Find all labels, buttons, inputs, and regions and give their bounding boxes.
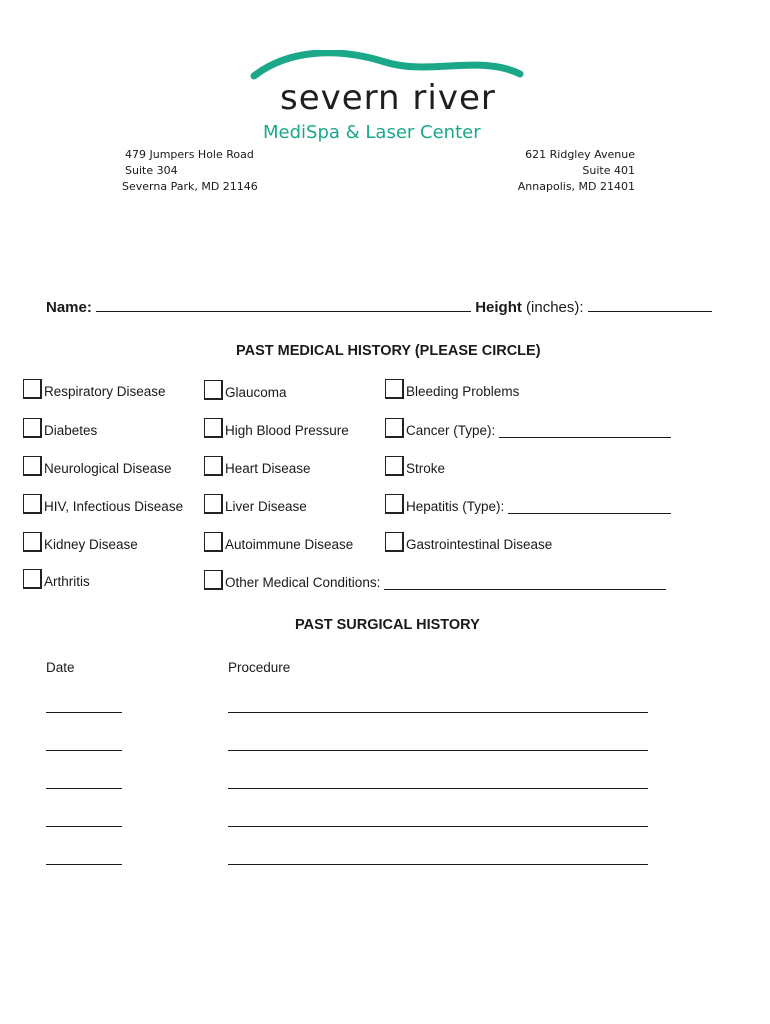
condition-label: Heart Disease <box>225 461 311 476</box>
condition-label: Diabetes <box>44 423 98 438</box>
checkbox[interactable] <box>385 418 404 438</box>
condition-option[interactable] <box>385 456 445 476</box>
condition-label: Other Medical Conditions: <box>225 575 381 590</box>
clinic-logo <box>250 50 525 145</box>
address-line: 621 Ridgley Avenue <box>525 148 635 161</box>
checkbox[interactable] <box>23 494 42 514</box>
height-field[interactable] <box>588 298 712 312</box>
checkbox[interactable] <box>204 570 223 590</box>
condition-label: Bleeding Problems <box>406 384 520 399</box>
condition-label: Kidney Disease <box>44 537 138 552</box>
surgery-procedure-field[interactable] <box>228 826 648 827</box>
condition-label: Hepatitis (Type): <box>406 499 505 514</box>
address-severna-park <box>122 147 258 195</box>
height-label: Height <box>475 299 522 316</box>
checkbox[interactable] <box>23 569 42 589</box>
procedure-column-label: Procedure <box>228 660 291 675</box>
condition-label: Neurological Disease <box>44 461 172 476</box>
checkbox[interactable] <box>204 494 223 514</box>
checkbox[interactable] <box>385 456 404 476</box>
checkbox[interactable] <box>204 418 223 438</box>
condition-label: Arthritis <box>44 574 90 589</box>
condition-label: Gastrointestinal Disease <box>406 537 553 552</box>
condition-option[interactable] <box>204 532 353 552</box>
surgery-date-field[interactable] <box>46 864 122 865</box>
condition-option[interactable] <box>385 379 519 399</box>
checkbox[interactable] <box>23 418 42 438</box>
checkbox[interactable] <box>204 380 223 400</box>
condition-option[interactable] <box>204 456 311 476</box>
condition-option[interactable] <box>23 532 138 552</box>
checkbox[interactable] <box>385 494 404 514</box>
condition-label: HIV, Infectious Disease <box>44 499 184 514</box>
condition-option[interactable] <box>204 494 307 514</box>
surgery-date-field[interactable] <box>46 750 122 751</box>
surgery-date-field[interactable] <box>46 788 122 789</box>
surgery-date-field[interactable] <box>46 712 122 713</box>
past-surgical-history-heading: PAST SURGICAL HISTORY <box>295 617 480 633</box>
past-medical-history-heading: PAST MEDICAL HISTORY (PLEASE CIRCLE) <box>236 343 541 359</box>
checkbox[interactable] <box>385 379 404 399</box>
checkbox[interactable] <box>204 532 223 552</box>
surgery-procedure-field[interactable] <box>228 712 648 713</box>
condition-option[interactable] <box>23 379 166 399</box>
name-height-row <box>46 298 712 316</box>
condition-label: Stroke <box>406 461 446 476</box>
hepatitis-type-field[interactable] <box>508 501 671 514</box>
condition-option[interactable] <box>23 418 97 438</box>
name-label: Name: <box>46 299 92 316</box>
checkbox[interactable] <box>23 456 42 476</box>
condition-label: Cancer (Type): <box>406 423 496 438</box>
date-column-label: Date <box>46 660 75 675</box>
condition-label: Respiratory Disease <box>44 384 166 399</box>
checkbox[interactable] <box>23 532 42 552</box>
height-unit-label: (inches): <box>526 299 584 316</box>
condition-option[interactable] <box>23 569 90 589</box>
condition-label: Glaucoma <box>225 385 287 400</box>
condition-label: Autoimmune Disease <box>225 537 354 552</box>
checkbox[interactable] <box>204 456 223 476</box>
condition-option[interactable] <box>385 532 552 552</box>
checkbox[interactable] <box>23 379 42 399</box>
surgery-procedure-field[interactable] <box>228 788 648 789</box>
address-annapolis <box>518 147 635 195</box>
condition-label: High Blood Pressure <box>225 423 349 438</box>
condition-label: Liver Disease <box>225 499 307 514</box>
condition-option[interactable] <box>385 494 671 514</box>
logo-subtitle: MediSpa & Laser Center <box>263 122 481 143</box>
condition-option[interactable] <box>204 570 666 590</box>
condition-option[interactable] <box>385 418 671 438</box>
condition-option[interactable] <box>204 380 287 400</box>
surgery-date-field[interactable] <box>46 826 122 827</box>
cancer-type-field[interactable] <box>499 425 671 438</box>
address-line: Suite 304 <box>125 164 178 177</box>
address-line: Annapolis, MD 21401 <box>517 180 635 193</box>
name-field[interactable] <box>96 298 471 312</box>
condition-option[interactable] <box>204 418 349 438</box>
address-line: 479 Jumpers Hole Road <box>125 148 254 161</box>
address-line: Suite 401 <box>582 164 635 177</box>
logo-name: severn river <box>280 78 496 118</box>
checkbox[interactable] <box>385 532 404 552</box>
other-conditions-field[interactable] <box>384 577 666 590</box>
condition-option[interactable] <box>23 494 183 514</box>
surgery-procedure-field[interactable] <box>228 864 648 865</box>
surgery-procedure-field[interactable] <box>228 750 648 751</box>
condition-option[interactable] <box>23 456 172 476</box>
address-line: Severna Park, MD 21146 <box>122 180 258 193</box>
